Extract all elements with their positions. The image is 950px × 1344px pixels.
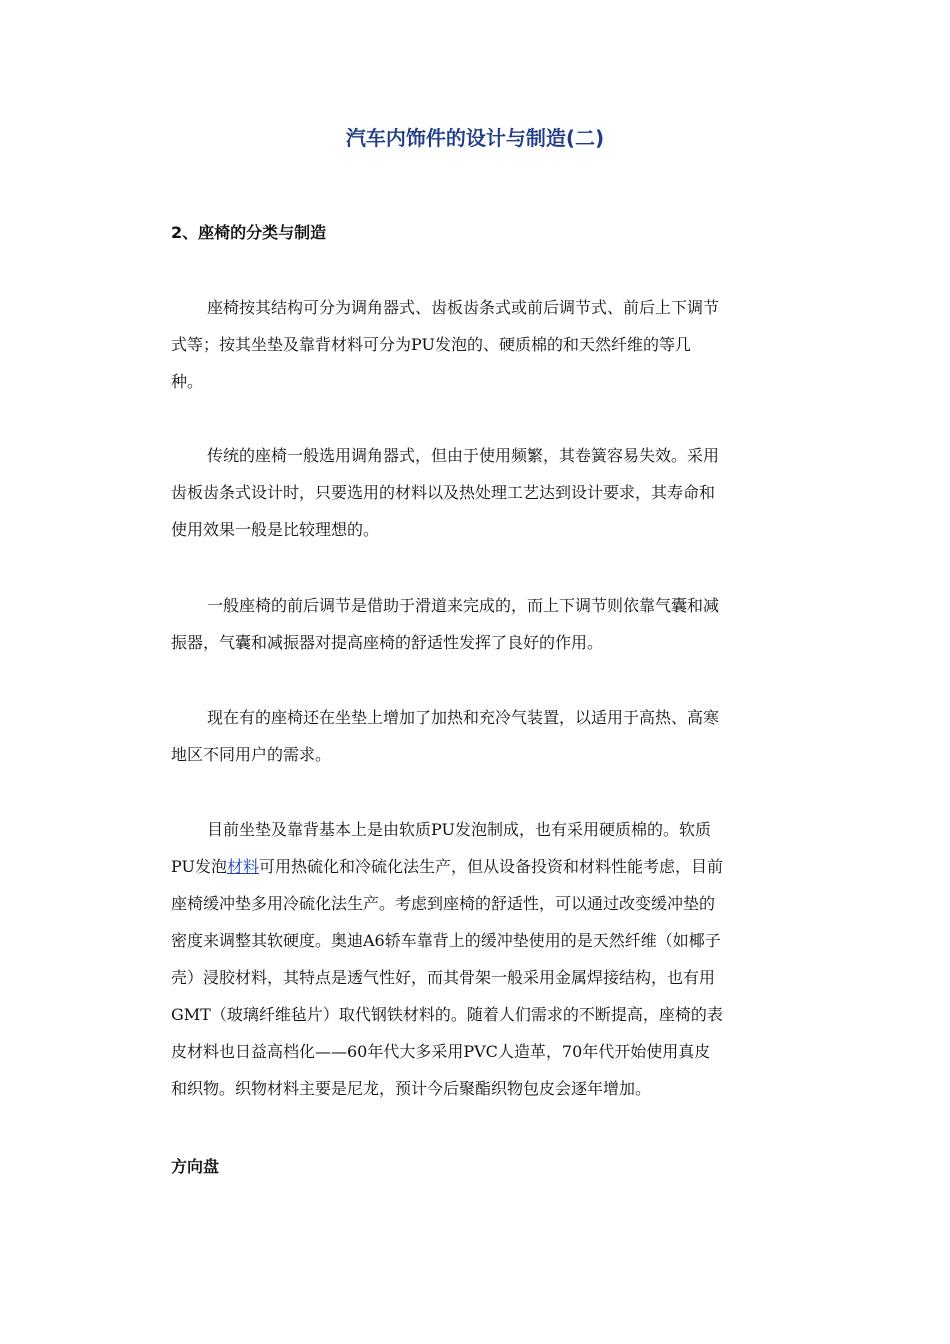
section-heading-seat: 2、座椅的分类与制造 [171, 223, 327, 242]
section-heading-steering-wheel: 方向盘 [171, 1157, 220, 1176]
paragraph-line: 壳）浸胶材料，其特点是透气性好，而其骨架一般采用金属焊接结构，也有用 [171, 968, 716, 987]
paragraph-line: 座椅按其结构可分为调角器式、齿板齿条式或前后调节式、前后上下调节 [207, 298, 720, 317]
paragraph-seat-adjustment [171, 587, 777, 661]
paragraph-cushion-materials [171, 811, 777, 1107]
paragraph-seat-classification [171, 289, 777, 400]
page-title: 汽车内饰件的设计与制造(二) [345, 126, 605, 150]
paragraph-line: 和织物。织物材料主要是尼龙，预计今后聚酯织物包皮会逐年增加。 [171, 1079, 652, 1098]
paragraph-traditional-seat [171, 437, 777, 548]
paragraph-line: 传统的座椅一般选用调角器式，但由于使用频繁，其卷簧容易失效。采用 [207, 446, 720, 465]
paragraph-line: 一般座椅的前后调节是借助于滑道来完成的，而上下调节则依靠气囊和减 [207, 596, 720, 615]
paragraph-line: 振器，气囊和减振器对提高座椅的舒适性发挥了良好的作用。 [171, 633, 604, 652]
paragraph-line: 皮材料也日益高档化——60年代大多采用PVC人造革，70年代开始使用真皮 [171, 1042, 711, 1061]
paragraph-line: 现在有的座椅还在坐垫上增加了加热和充冷气装置，以适用于高热、高寒 [207, 708, 720, 727]
paragraph-line: 目前坐垫及靠背基本上是由软质PU发泡制成，也有采用硬质棉的。软质 [207, 820, 711, 839]
paragraph-line: 式等；按其坐垫及靠背材料可分为PU发泡的、硬质棉的和天然纤维的等几 [171, 335, 691, 354]
paragraph-line: 齿板齿条式设计时，只要选用的材料以及热处理工艺达到设计要求，其寿命和 [171, 483, 716, 502]
paragraph-text: PU发泡 [171, 857, 227, 876]
paragraph-line [171, 848, 777, 885]
paragraph-line: 使用效果一般是比较理想的。 [171, 520, 380, 539]
paragraph-line: 种。 [171, 372, 204, 391]
paragraph-line: 密度来调整其软硬度。奥迪A6轿车靠背上的缓冲垫使用的是天然纤维（如椰子 [171, 931, 721, 950]
paragraph-text: 可用热硫化和冷硫化法生产，但从设备投资和材料性能考虑，目前 [259, 857, 724, 876]
paragraph-line: 地区不同用户的需求。 [171, 745, 332, 764]
materials-link[interactable]: 材料 [226, 857, 259, 876]
paragraph-line: GMT（玻璃纤维毡片）取代钢铁材料的。随着人们需求的不断提高，座椅的表 [171, 1005, 723, 1024]
paragraph-line: 座椅缓冲垫多用冷硫化法生产。考虑到座椅的舒适性，可以通过改变缓冲垫的 [171, 894, 716, 913]
paragraph-heating-cooling [171, 699, 777, 773]
